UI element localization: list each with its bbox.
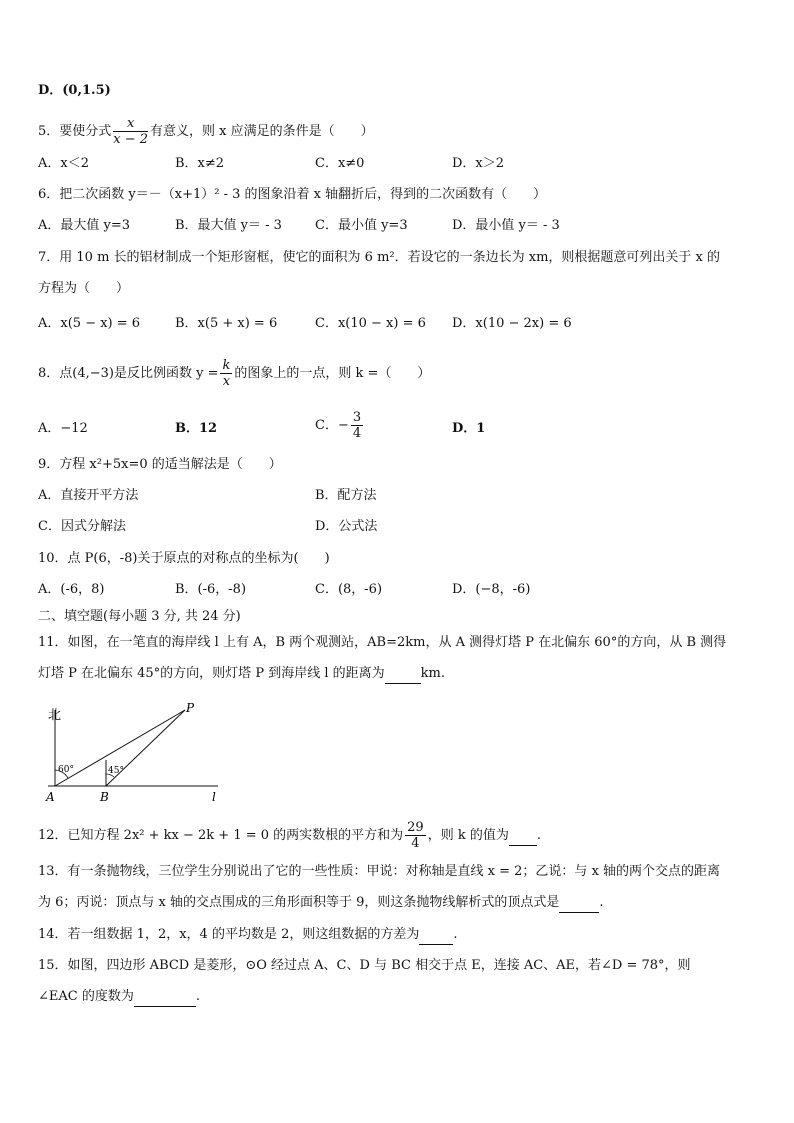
question-6: 6．把二次函数 y＝－（x+1）² - 3 的图象沿着 x 轴翻折后，得到的二次函数有（ ） — [38, 187, 547, 202]
question-13-line2: 为 6；丙说：顶点与 x 轴的交点围成的三角形面积等于 9，则这条抛物线解析式的顶点式是 . — [38, 894, 604, 913]
q7-option-b: B．x(5 + x) = 6 — [175, 316, 278, 331]
label-angle-b: 45° — [108, 766, 124, 776]
q10-option-a: A．(-6，8) — [38, 582, 105, 597]
q5-fraction: $\frac{x}{x - 2}$ — [113, 116, 149, 147]
question-14: 14．若一组数据 1，2，x，4 的平均数是 2，则这组数据的方差为 . — [38, 926, 458, 945]
q7-option-c: C．x(10 − x) = 6 — [315, 316, 426, 331]
label-p: P — [186, 701, 195, 715]
q6-option-b: B．最大值 y＝ - 3 — [175, 218, 282, 233]
question-13-line1: 13．有一条抛物线，三位学生分别说出了它的一些性质：甲说：对称轴是直线 x = 2；乙说：与 x 轴的两个交点的距离 — [38, 864, 721, 879]
q10-option-c: C．(8，-6) — [315, 582, 383, 597]
q8-option-d: D．1 — [452, 421, 486, 436]
q9-option-c: C．因式分解法 — [38, 519, 126, 534]
q11-figure — [40, 700, 230, 810]
q13-answer-blank — [559, 894, 599, 913]
q12-answer-blank — [509, 827, 537, 846]
label-angle-a: 60° — [58, 765, 74, 775]
q8-text-post: 的图象上的一点，则 k =（ ） — [234, 366, 431, 381]
q8-fraction: $\frac{k}{x}$ — [222, 358, 231, 389]
q6-option-d: D．最小值 y＝ - 3 — [452, 218, 560, 233]
section-2-heading: 二、填空题(每小题 3 分, 共 24 分) — [38, 609, 241, 624]
question-11-line2: 灯塔 P 在北偏东 45°的方向，则灯塔 P 到海岸线 l 的距离为 km. — [38, 665, 445, 684]
q5-option-d: D．x＞2 — [452, 156, 505, 171]
q7-option-a: A．x(5 − x) = 6 — [38, 316, 141, 331]
q6-option-a: A．最大值 y=3 — [38, 218, 131, 233]
q9-option-b: B．配方法 — [315, 488, 377, 503]
q5-option-c: C．x≠0 — [315, 156, 365, 171]
q8-option-c: C．− $\frac{3}{4}$ — [315, 410, 362, 441]
q15-answer-blank — [134, 988, 196, 1007]
q9-option-a: A．直接开平方法 — [38, 488, 139, 503]
label-north: 北 — [48, 708, 62, 723]
question-11-line1: 11．如图，在一笔直的海岸线 l 上有 A，B 两个观测站，AB=2km，从 A 测得灯塔 P 在北偏东 60°的方向，从 B 测得 — [38, 635, 727, 650]
q9-option-d: D．公式法 — [315, 519, 378, 534]
q6-option-c: C．最小值 y=3 — [315, 218, 408, 233]
question-5 — [38, 116, 374, 147]
label-l: l — [212, 790, 216, 804]
q12-fraction: $\frac{29}{4}$ — [407, 820, 424, 851]
question-8 — [38, 358, 430, 389]
q14-answer-blank — [419, 926, 453, 945]
question-9: 9．方程 x²+5x=0 的适当解法是（ ） — [38, 457, 282, 472]
q8-option-a: A．−12 — [38, 421, 88, 436]
q4-option-d: D．(0,1.5) — [38, 83, 111, 98]
question-10: 10．点 P(6，-8)关于原点的对称点的坐标为( ) — [38, 551, 330, 566]
question-15-line2: ∠EAC 的度数为 . — [38, 988, 200, 1007]
q8-text-pre: 8．点(4,−3)是反比例函数 y = — [38, 366, 219, 381]
q10-option-d: D．(−8，-6) — [452, 582, 531, 597]
question-15-line1: 15．如图，四边形 ABCD 是菱形，⊙O 经过点 A、C、D 与 BC 相交于点 E，连接 AC、AE，若∠D = 78°，则 — [38, 958, 691, 973]
q10-option-b: B．(-6，-8) — [175, 582, 247, 597]
q5-text-pre: 5．要使分式 — [38, 124, 112, 139]
q5-option-b: B．x≠2 — [175, 156, 225, 171]
q5-option-a: A．x＜2 — [38, 156, 89, 171]
question-7-line1: 7．用 10 m 长的铝材制成一个矩形窗框，使它的面积为 6 m²．若设它的一条边长为 xm，则根据题意可列出关于 x 的 — [38, 250, 720, 265]
label-a: A — [46, 790, 55, 804]
label-b: B — [100, 790, 109, 804]
q8-option-b: B．12 — [175, 421, 218, 436]
q11-answer-blank — [385, 665, 421, 684]
q5-text-post: 有意义，则 x 应满足的条件是（ ） — [150, 124, 374, 139]
q8-option-c-fraction: $\frac{3}{4}$ — [352, 410, 362, 441]
question-12: 12．已知方程 2x² + kx − 2k + 1 = 0 的两实数根的平方和为 $\frac{29}{4}$ ，则 k 的值为 . — [38, 820, 541, 851]
q7-option-d: D．x(10 − 2x) = 6 — [452, 316, 572, 331]
question-7-line2: 方程为（ ） — [38, 281, 130, 296]
